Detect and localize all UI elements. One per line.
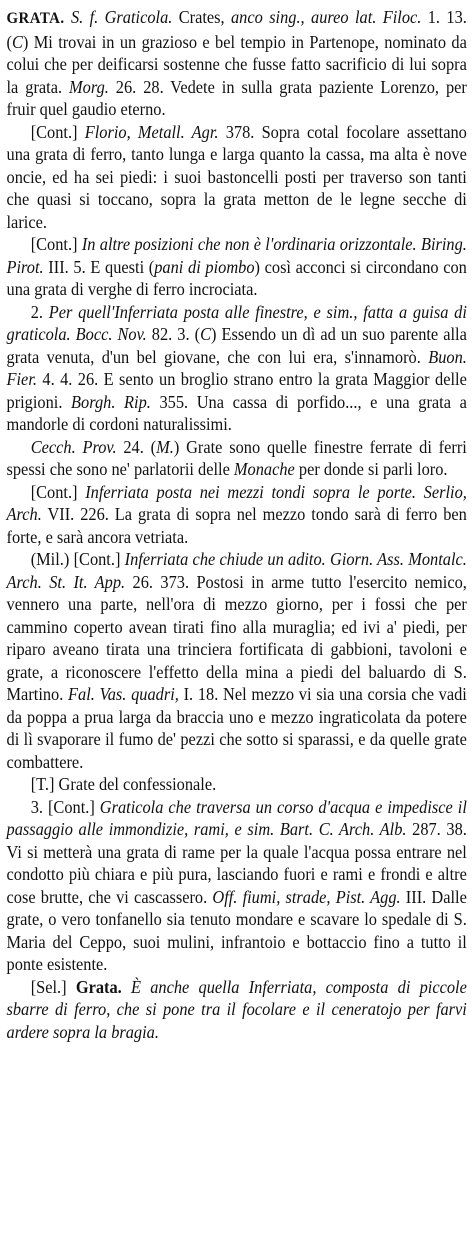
text-run: [Cont.] xyxy=(30,481,86,502)
text-run: Buon. Fier. xyxy=(6,346,467,389)
text-run: 2. xyxy=(30,301,49,322)
text-run: C xyxy=(11,31,23,52)
text-run: 82. 3. ( xyxy=(146,324,201,344)
text-run: C xyxy=(200,324,212,344)
sense-2-paragraph xyxy=(7,301,467,436)
text-run: Grata. xyxy=(75,976,122,997)
text-run: Inferriata posta nei mezzi tondi sopra le porte. Serlio, Arch. xyxy=(6,481,467,524)
text-run: III. 5. E questi ( xyxy=(43,256,155,277)
text-run: Graticola che traversa un corso d'acqua e impedisce il passaggio alle immondizie, rami, e sim. Bart. C. Arch. Alb. xyxy=(6,796,467,839)
text-run: Monache xyxy=(233,459,295,479)
text-run: 287. 38. Vi si metterà una grata di rame per la quale l'acqua possa entrare nel condotto più chiara e più pura, lasciando fuori e rami e frondi e altre cose brutte, che vi cascassero. xyxy=(6,819,467,907)
text-run: È anche quella Inferriata, composta di piccole sbarre di ferro, che si pone tra il focolare e il ceneratojo per farvi ardere sopra la bragia. xyxy=(6,976,467,1042)
text-run: I. 18. Nel mezzo vi sia una corsia che vadi da poppa a prua larga da braccia uno e mezzo ingraticolata da potere di lì svaporare il fumo de' pezzi che sotto si sparassi, e da quelle grate combattere. xyxy=(6,684,467,772)
cont-serlio-paragraph xyxy=(7,481,467,549)
text-run: 26. 373. Postosi in arme tutto l'esercito nemico, vennero una parte, nell'ora di mezzo giorno, per i fossi che per cammino coperto avean tirati fino alla muraglia; ed ivi a' piedi, per riparo aveano tirata una trinciera fortificata di gabbioni, tavoloni e grate, a riconoscere l'effetto della mina a piedi del baluardo di S. Martino. xyxy=(6,571,467,704)
text-run: Borgh. Rip. xyxy=(71,391,151,412)
text-run: Off. fiumi, strade, Pist. Agg. xyxy=(212,886,401,907)
text-run: GRATA. xyxy=(6,10,65,27)
sel-grata-paragraph xyxy=(7,976,467,1044)
text-run: Per quell'Inferriata posta alle finestre, e sim., fatta a guisa di graticola. Bocc. Nov. xyxy=(6,301,467,344)
text-run: M. xyxy=(156,436,174,457)
text-run: [Cont.] xyxy=(30,121,85,142)
text-run: Inferriata che chiude un adito. Giorn. Ass. Montalc. Arch. St. It. App. xyxy=(6,549,467,592)
text-run: 1. 13. ( xyxy=(6,7,467,52)
entry-headword-paragraph xyxy=(7,6,467,121)
text-run: III. Dalle grate, o vero tonfanello sia tenuto mondare e scavare lo spedale di S. Maria del Ceppo, suoi mulini, infrantoio e bottaccio fino a tutto il ponte esistente. xyxy=(6,886,467,974)
text-run: ) Mi trovai in un grazioso e bel tempio in Partenope, nominato da colui che per deificarsi sostenne che fusse fatto sacrificio di lui sopra la grata. xyxy=(6,31,467,97)
text-run: 24. ( xyxy=(116,436,157,457)
text-run: 3. [Cont.] xyxy=(30,796,100,817)
text-run: ) Grate sono quelle finestre ferrate di ferri spessi che sono ne' parlatorii delle xyxy=(6,436,467,479)
text-run: Morg. xyxy=(69,76,109,97)
text-run: Crates, xyxy=(172,7,232,27)
text-run: per donde si parli loro. xyxy=(294,459,448,479)
text-run: S. f. Graticola. xyxy=(70,7,173,27)
text-run: (Mil.) [Cont.] xyxy=(30,549,125,569)
cecch-prov-paragraph xyxy=(7,436,467,481)
text-run: VII. 226. La grata di sopra nel mezzo tondo sarà di ferro ben forte, e sarà ancora vetriata. xyxy=(6,504,467,547)
text-run: 378. Sopra cotal focolare assettano una grata di ferro, tanto lunga e larga quanto la cassa, ma alta è nove oncie, ed ha sei piedi: i suoi bastoncelli posti per traverso son tanti che quasi si toccano, sopra la grata metton de le legne secche di larice. xyxy=(6,121,467,232)
cont-florio-paragraph xyxy=(7,121,467,234)
text-run: [T.] Grate del confessionale. xyxy=(30,774,217,794)
text-run: ) Essendo un dì ad un suo parente alla grata venuta, d'un bel giovane, che con lui era, s'innamorò. xyxy=(6,324,467,367)
text-run: 355. Una cassa di porfido..., e una grata a mandorle di cordoni naturalissimi. xyxy=(6,391,467,434)
sense-3-paragraph xyxy=(7,796,467,976)
text-run: anco sing., aureo lat. Filoc. xyxy=(231,7,422,27)
text-run: Fal. Vas. quadri, xyxy=(68,684,179,704)
cont-biring-paragraph xyxy=(7,233,467,301)
text-run: 4. 4. 26. E sento un broglio strano entro la grata Maggior delle prigioni. xyxy=(6,369,467,412)
text-run xyxy=(122,977,131,997)
text-run: [Sel.] xyxy=(30,976,76,997)
mil-cont-paragraph xyxy=(7,548,467,773)
text-run: 26. 28. Vedete in sulla grata paziente Lorenzo, per fruir quel gaudio eterno. xyxy=(6,76,467,119)
text-run: [Cont.] xyxy=(30,234,82,254)
t-confessionale-paragraph xyxy=(7,773,467,796)
text-run: Florio, Metall. Agr. xyxy=(84,121,219,142)
text-run: Cecch. Prov. xyxy=(30,436,117,457)
text-run: ) così acconci si circondano con una grata di verghe di ferro incrociata. xyxy=(6,256,467,299)
text-run: In altre posizioni che non è l'ordinaria orizzontale. Biring. Pirot. xyxy=(6,234,467,277)
text-run: pani di piombo xyxy=(154,256,255,277)
